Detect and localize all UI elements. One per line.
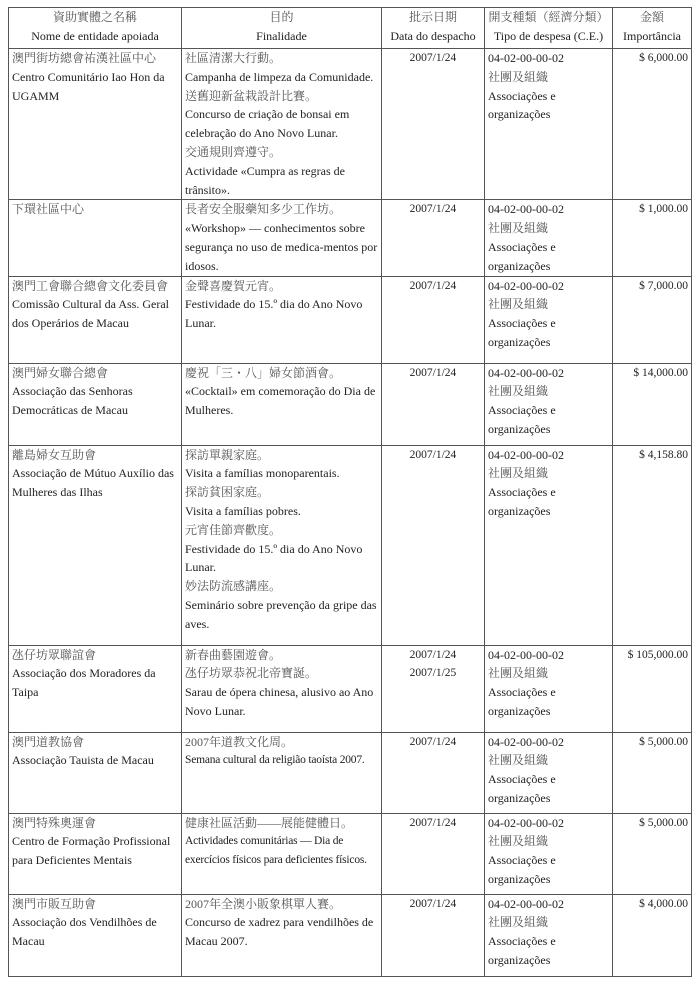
expense-type-zh: 社團及組織 bbox=[488, 753, 549, 768]
header-row bbox=[9, 8, 692, 49]
entity-cell bbox=[9, 645, 182, 732]
expense-type-cell bbox=[485, 363, 613, 445]
purpose-cell bbox=[182, 200, 382, 276]
dispatch-date: 2007/1/25 bbox=[409, 667, 457, 680]
expense-type-pt: Associações e organizações bbox=[488, 239, 556, 273]
header-purpose bbox=[182, 8, 382, 49]
expense-type-cell bbox=[485, 813, 613, 894]
entity-name-pt: Centro Comunitário Iao Hon da UGAMM bbox=[12, 69, 165, 103]
purpose-zh: 妙法防流感講座。 bbox=[185, 579, 282, 594]
header-amount-zh: 金額 bbox=[639, 10, 664, 24]
date-cell bbox=[382, 813, 485, 894]
entity-name-pt: Associação das Senhoras Democráticas de Macau bbox=[12, 384, 133, 418]
expense-type-zh: 社團及組織 bbox=[488, 69, 549, 84]
header-type-zh: 開支種類（經濟分類） bbox=[488, 10, 609, 24]
amount-cell: $ 6,000.00 bbox=[613, 49, 692, 200]
purpose-cell bbox=[182, 49, 382, 200]
header-date-pt: Data do despacho bbox=[390, 29, 476, 43]
entity-name-zh: 澳門工會聯合總會文化委員會 bbox=[12, 278, 169, 293]
purpose-pt: «Workshop» — conhecimentos sobre segurança no uso de medica-mentos por idosos. bbox=[185, 221, 378, 273]
expense-type-cell bbox=[485, 445, 613, 645]
table-row bbox=[9, 813, 692, 894]
entity-cell bbox=[9, 200, 182, 276]
dispatch-date: 2007/1/24 bbox=[409, 816, 457, 829]
header-purpose-pt: Finalidade bbox=[256, 29, 307, 43]
expense-code: 04-02-00-00-02 bbox=[488, 278, 564, 293]
entity-name-pt: Centro de Formação Profissional para Deficientes Mentais bbox=[12, 834, 171, 868]
table-row bbox=[9, 894, 692, 976]
expense-type-pt: Associações e organizações bbox=[488, 685, 556, 718]
purpose-zh: 長者安全服藥知多少工作坊。 bbox=[185, 202, 342, 217]
expense-type-pt: Associações e organizações bbox=[488, 934, 556, 967]
expense-type-zh: 社團及組織 bbox=[488, 384, 549, 399]
header-date-zh: 批示日期 bbox=[408, 10, 457, 24]
expense-code: 04-02-00-00-02 bbox=[488, 202, 564, 217]
expense-code: 04-02-00-00-02 bbox=[488, 51, 564, 65]
header-date bbox=[382, 8, 485, 49]
purpose-zh: 送舊迎新盆栽設計比賽。 bbox=[185, 88, 318, 103]
expense-code: 04-02-00-00-02 bbox=[488, 647, 564, 662]
amount-cell: $ 4,158.80 bbox=[613, 445, 692, 645]
purpose-pt: Concurso de xadrez para vendilhões de Macau 2007. bbox=[185, 915, 374, 949]
date-cell bbox=[382, 200, 485, 276]
expense-type-zh: 社團及組織 bbox=[488, 297, 549, 312]
purpose-pt: Actividades comunitárias — Dia de exercícios físicos para deficientes físicos. bbox=[185, 835, 367, 867]
expense-code: 04-02-00-00-02 bbox=[488, 365, 564, 380]
entity-cell bbox=[9, 276, 182, 363]
date-cell bbox=[382, 276, 485, 363]
expense-type-cell bbox=[485, 732, 613, 813]
expense-type-zh: 社團及組織 bbox=[488, 466, 549, 481]
entity-name-zh: 澳門市販互助會 bbox=[12, 896, 97, 911]
entity-name-pt: Associação dos Vendilhões de Macau bbox=[12, 915, 157, 949]
entity-name-pt: Associação de Mútuo Auxílio das Mulheres das Ilhas bbox=[12, 466, 174, 500]
table-row bbox=[9, 445, 692, 645]
expense-type-zh: 社團及組織 bbox=[488, 915, 549, 930]
entity-name-pt: Associação Tauista de Macau bbox=[12, 753, 154, 768]
entity-name-zh: 澳門道教協會 bbox=[12, 734, 85, 749]
table-header bbox=[9, 8, 692, 49]
entity-name-pt: Associação dos Moradores da Taipa bbox=[12, 666, 156, 700]
date-cell bbox=[382, 445, 485, 645]
table-row bbox=[9, 200, 692, 276]
entity-name-zh: 澳門街坊總會祐漢社區中心 bbox=[12, 51, 157, 65]
purpose-cell bbox=[182, 276, 382, 363]
purpose-pt: Semana cultural da religião taoísta 2007. bbox=[185, 754, 365, 767]
header-type-pt: Tipo de despesa (C.E.) bbox=[493, 29, 604, 43]
expense-type-pt: Associações e organizações bbox=[488, 316, 556, 349]
purpose-pt: Sarau de ópera chinesa, alusivo ao Ano Novo Lunar. bbox=[185, 685, 374, 718]
purpose-pt: Actividade «Cumpra as regras de trânsito». bbox=[185, 163, 345, 197]
expense-type-pt: Associações e organizações bbox=[488, 88, 556, 122]
expense-type-cell bbox=[485, 276, 613, 363]
amount-cell: $ 14,000.00 bbox=[613, 363, 692, 445]
amount-cell: $ 5,000.00 bbox=[613, 732, 692, 813]
purpose-zh: 氹仔坊眾恭祝北帝寶誕。 bbox=[185, 666, 318, 681]
amount-cell: $ 1,000.00 bbox=[613, 200, 692, 276]
purpose-cell bbox=[182, 732, 382, 813]
purpose-zh: 元宵佳節齊歡度。 bbox=[185, 522, 282, 537]
entity-name-zh: 離島婦女互助會 bbox=[12, 447, 97, 462]
expense-code: 04-02-00-00-02 bbox=[488, 734, 564, 749]
purpose-zh: 探訪貧困家庭。 bbox=[185, 485, 270, 500]
purpose-zh: 金聲喜慶賀元宵。 bbox=[185, 278, 282, 293]
expense-code: 04-02-00-00-02 bbox=[488, 447, 564, 462]
purpose-cell bbox=[182, 813, 382, 894]
expense-type-cell bbox=[485, 645, 613, 732]
purpose-pt: «Cocktail» em comemoração do Dia de Mulheres. bbox=[185, 384, 376, 418]
dispatch-date: 2007/1/24 bbox=[409, 279, 457, 292]
table-row bbox=[9, 363, 692, 445]
date-cell bbox=[382, 894, 485, 976]
header-purpose-zh: 目的 bbox=[269, 10, 294, 24]
dispatch-date: 2007/1/24 bbox=[409, 448, 457, 461]
purpose-pt: Campanha de limpeza da Comunidade. bbox=[185, 69, 374, 84]
dispatch-date: 2007/1/24 bbox=[409, 897, 457, 910]
expense-type-zh: 社團及組織 bbox=[488, 834, 549, 849]
entity-cell bbox=[9, 894, 182, 976]
dispatch-date: 2007/1/24 bbox=[409, 735, 457, 748]
amount-cell: $ 7,000.00 bbox=[613, 276, 692, 363]
expense-type-cell bbox=[485, 894, 613, 976]
purpose-pt: Seminário sobre prevenção da gripe das aves. bbox=[185, 597, 377, 631]
expense-type-pt: Associações e organizações bbox=[488, 772, 556, 805]
table-row bbox=[9, 49, 692, 200]
purpose-zh: 2007年全澳小販象棋單人賽。 bbox=[185, 896, 342, 911]
header-amount bbox=[613, 8, 692, 49]
entity-cell bbox=[9, 49, 182, 200]
date-cell bbox=[382, 49, 485, 200]
entity-name-zh: 氹仔坊眾聯誼會 bbox=[12, 647, 97, 662]
expense-type-pt: Associações e organizações bbox=[488, 853, 556, 886]
header-amount-pt: Importância bbox=[623, 29, 681, 43]
expense-code: 04-02-00-00-02 bbox=[488, 896, 564, 911]
dispatch-date: 2007/1/24 bbox=[409, 52, 457, 64]
date-cell bbox=[382, 732, 485, 813]
purpose-pt: Festividade do 15.º dia do Ano Novo Lunar. bbox=[185, 297, 363, 331]
purpose-zh: 新春曲藝園遊會。 bbox=[185, 647, 282, 662]
purpose-pt: Festividade do 15.º dia do Ano Novo Lunar. bbox=[185, 541, 363, 575]
purpose-zh: 2007年道教文化周。 bbox=[185, 734, 294, 749]
entity-cell bbox=[9, 813, 182, 894]
expense-code: 04-02-00-00-02 bbox=[488, 815, 564, 830]
purpose-cell bbox=[182, 363, 382, 445]
expense-type-zh: 社團及組織 bbox=[488, 666, 549, 681]
entity-cell bbox=[9, 445, 182, 645]
expense-type-zh: 社團及組織 bbox=[488, 221, 549, 236]
entity-name-zh: 澳門特殊奧運會 bbox=[12, 815, 97, 830]
grants-table bbox=[8, 7, 692, 977]
purpose-pt: Visita a famílias pobres. bbox=[185, 503, 301, 518]
entity-name-zh: 澳門婦女聯合總會 bbox=[12, 365, 109, 380]
purpose-cell bbox=[182, 445, 382, 645]
purpose-cell bbox=[182, 645, 382, 732]
date-cell bbox=[382, 363, 485, 445]
purpose-zh: 交通規則齊遵守。 bbox=[185, 144, 282, 159]
amount-cell: $ 105,000.00 bbox=[613, 645, 692, 732]
amount-cell: $ 5,000.00 bbox=[613, 813, 692, 894]
expense-type-cell bbox=[485, 49, 613, 200]
entity-name-zh: 下環社區中心 bbox=[12, 202, 85, 217]
purpose-pt: Concurso de criação de bonsai em celebração do Ano Novo Lunar. bbox=[185, 107, 350, 141]
table-row bbox=[9, 732, 692, 813]
entity-name-pt: Comissão Cultural da Ass. Geral dos Operários de Macau bbox=[12, 297, 169, 331]
table-row bbox=[9, 645, 692, 732]
purpose-zh: 探訪單親家庭。 bbox=[185, 447, 270, 462]
purpose-cell bbox=[182, 894, 382, 976]
dispatch-date: 2007/1/24 bbox=[409, 366, 457, 379]
expense-type-cell bbox=[485, 200, 613, 276]
amount-cell: $ 4,000.00 bbox=[613, 894, 692, 976]
expense-type-pt: Associações e organizações bbox=[488, 485, 556, 518]
purpose-zh: 社區清潔大行動。 bbox=[185, 51, 282, 65]
dispatch-date: 2007/1/24 bbox=[409, 203, 457, 216]
header-entity-pt: Nome de entidade apoiada bbox=[31, 29, 159, 43]
purpose-pt: Visita a famílias monoparentais. bbox=[185, 466, 340, 481]
date-cell bbox=[382, 645, 485, 732]
header-entity-zh: 資助實體之名稱 bbox=[52, 10, 137, 24]
header-type bbox=[485, 8, 613, 49]
purpose-zh: 健康社區活動——展能健體日。 bbox=[185, 815, 354, 830]
expense-type-pt: Associações e organizações bbox=[488, 403, 556, 436]
table-body bbox=[9, 49, 692, 977]
entity-cell bbox=[9, 732, 182, 813]
purpose-zh: 慶祝「三・八」婦女節酒會。 bbox=[185, 365, 342, 380]
table-row bbox=[9, 276, 692, 363]
dispatch-date: 2007/1/24 bbox=[409, 648, 457, 661]
header-entity bbox=[9, 8, 182, 49]
entity-cell bbox=[9, 363, 182, 445]
